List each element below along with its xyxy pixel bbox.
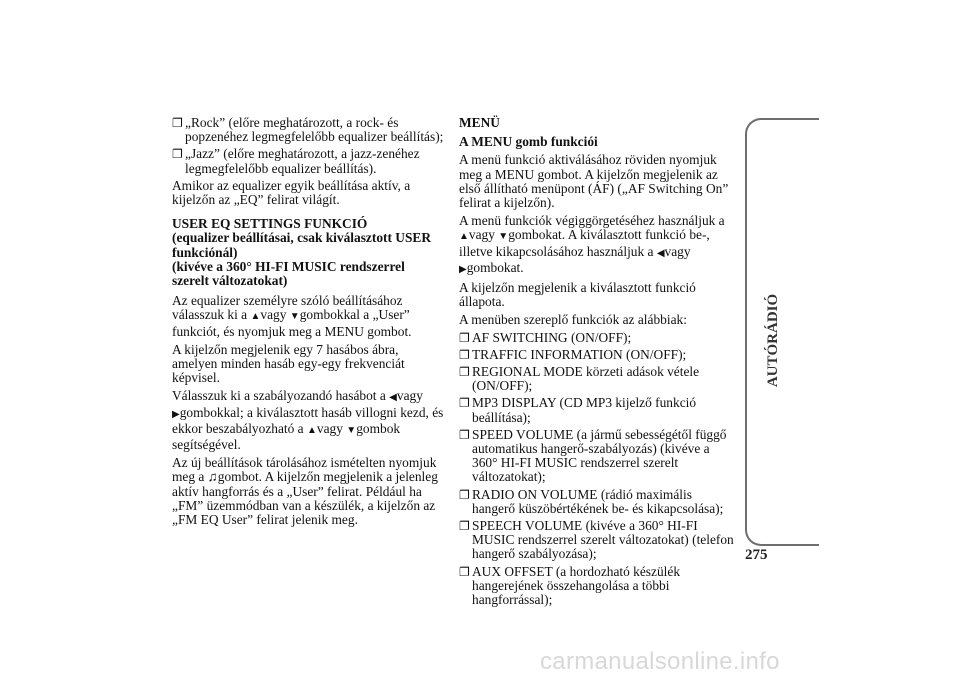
up-arrow-icon: ▲ <box>459 231 469 243</box>
left-column <box>172 116 444 527</box>
list-item <box>459 488 734 516</box>
music-note-icon: ♫ <box>207 469 218 485</box>
checkbox-bullet-icon: ❐ <box>459 347 470 362</box>
list-item <box>459 348 734 362</box>
list-item-text: AUX OFFSET (a hordozható készülék hangerejének összehangolása a többi hangforrással); <box>472 563 681 608</box>
up-arrow-icon: ▲ <box>306 424 317 436</box>
up-arrow-icon: ▲ <box>250 311 261 323</box>
checkbox-bullet-icon: ❐ <box>459 564 470 579</box>
down-arrow-icon: ▼ <box>346 424 357 436</box>
list-item-text: MP3 DISPLAY (CD MP3 kijelző funkció beállítása); <box>472 395 697 425</box>
list-item-text: „Jazz” (előre meghatározott, a jazz-zenéhez legmegfelelőbb equalizer beállítás). <box>185 146 420 176</box>
left-arrow-icon: ◀ <box>389 392 397 404</box>
list-item <box>172 116 444 144</box>
right-arrow-icon: ▶ <box>459 263 467 275</box>
list-item <box>459 331 734 345</box>
checkbox-bullet-icon: ❐ <box>172 147 183 162</box>
paragraph: A kijelzőn megjelenik egy 7 hasábos ábra, amelyen minden hasáb egy-egy frekvenciát képvisel. <box>172 341 405 386</box>
paragraph: A menüben szereplő funkciók az alábbiak: <box>459 312 687 328</box>
list-item-text: AF SWITCHING (ON/OFF); <box>472 329 632 345</box>
paragraph: A kijelzőn megjelenik a kiválasztott funkció állapota. <box>459 280 696 310</box>
paragraph: Az equalizer személyre szóló beállításához válasszuk ki a ▲vagy ▼gombokkal a „User” funkciót, és nyomjuk meg a MENU gombot. <box>172 293 412 339</box>
paragraph: A menü funkciók végiggörgetéséhez használjuk a ▲vagy ▼gombokat. A kiválasztott funkció be-, illetve kikapcsolásához használjuk a ◀vagy ▶gombokat. <box>459 213 725 275</box>
checkbox-bullet-icon: ❐ <box>459 365 470 380</box>
list-item <box>459 428 734 485</box>
down-arrow-icon: ▼ <box>498 231 509 243</box>
list-item-text: „Rock” (előre meghatározott, a rock- és popzenéhez legmegfelelőbb equalizer beállítás); <box>185 115 444 145</box>
list-item-text: TRAFFIC INFORMATION (ON/OFF); <box>472 346 687 362</box>
checkbox-bullet-icon: ❐ <box>459 427 470 442</box>
list-item <box>459 565 734 608</box>
paragraph: A menü funkció aktiválásához röviden nyomjuk meg a MENU gombot. A kijelzőn megjelenik az első állítható menüpont (ÁF) („AF Switching On” felirat a kijelzőn). <box>459 152 729 211</box>
checkbox-bullet-icon: ❐ <box>459 487 470 502</box>
paragraph: Válasszuk ki a szabályozandó hasábot a ◀vagy ▶gombokkal; a kiválasztott hasáb villogni kezd, és ekkor beszabályozható a ▲vagy ▼gombok segítségével. <box>172 388 444 453</box>
checkbox-bullet-icon: ❐ <box>172 116 183 130</box>
right-arrow-icon: ▶ <box>172 408 180 420</box>
list-item-text: RADIO ON VOLUME (rádió maximális hangerő küszöbértékének be- és kikapcsolása); <box>472 486 724 516</box>
section-heading: USER EQ SETTINGS FUNKCIÓ <box>172 216 368 232</box>
left-arrow-icon: ◀ <box>656 247 665 259</box>
checkbox-bullet-icon: ❐ <box>459 330 470 345</box>
list-item-text: SPEED VOLUME (a jármű sebességétől függő automatikus hangerő-szabályozás) (kivéve a 360° HI-FI MUSIC rendszerrel szerelt változatokat); <box>472 426 727 485</box>
list-item <box>459 519 734 562</box>
watermark: carmanualsonline.info <box>540 648 780 675</box>
section-subheading: (equalizer beállításai, csak kiválasztott USER funkciónál) <box>172 230 432 260</box>
list-item <box>172 147 444 175</box>
checkbox-bullet-icon: ❐ <box>459 519 470 534</box>
down-arrow-icon: ▼ <box>289 311 300 323</box>
list-item <box>459 365 734 393</box>
list-item-text: SPEECH VOLUME (kivéve a 360° HI-FI MUSIC rendszerrel szerelt változatokat) (telefon hangerő szabályozása); <box>472 518 734 562</box>
chapter-tab-label: AUTÓRÁDIÓ <box>765 293 782 387</box>
section-heading: MENÜ <box>459 115 500 130</box>
right-column <box>459 116 734 607</box>
page-number: 275 <box>745 547 768 563</box>
checkbox-bullet-icon: ❐ <box>459 396 470 411</box>
paragraph: Amikor az equalizer egyik beállítása aktív, a kijelzőn az „EQ” felirat világít. <box>172 177 411 208</box>
section-subheading: (kivéve a 360° HI-FI MUSIC rendszerrel szerelt változatokat) <box>172 258 405 289</box>
list-item-text: REGIONAL MODE körzeti adások vétele (ON/OFF); <box>472 364 700 394</box>
paragraph: Az új beállítások tárolásához ismételten nyomjuk meg a ♫gombot. A kijelzőn megjelenik a jelenleg aktív hangforrás és a „User” felirat. Például ha „FM” üzemmódban van a készülék, a kijelzőn az „FM EQ User” felirat jelenik meg. <box>172 455 438 528</box>
list-item <box>459 396 734 424</box>
section-subheading: A MENU gomb funkciói <box>459 134 598 150</box>
